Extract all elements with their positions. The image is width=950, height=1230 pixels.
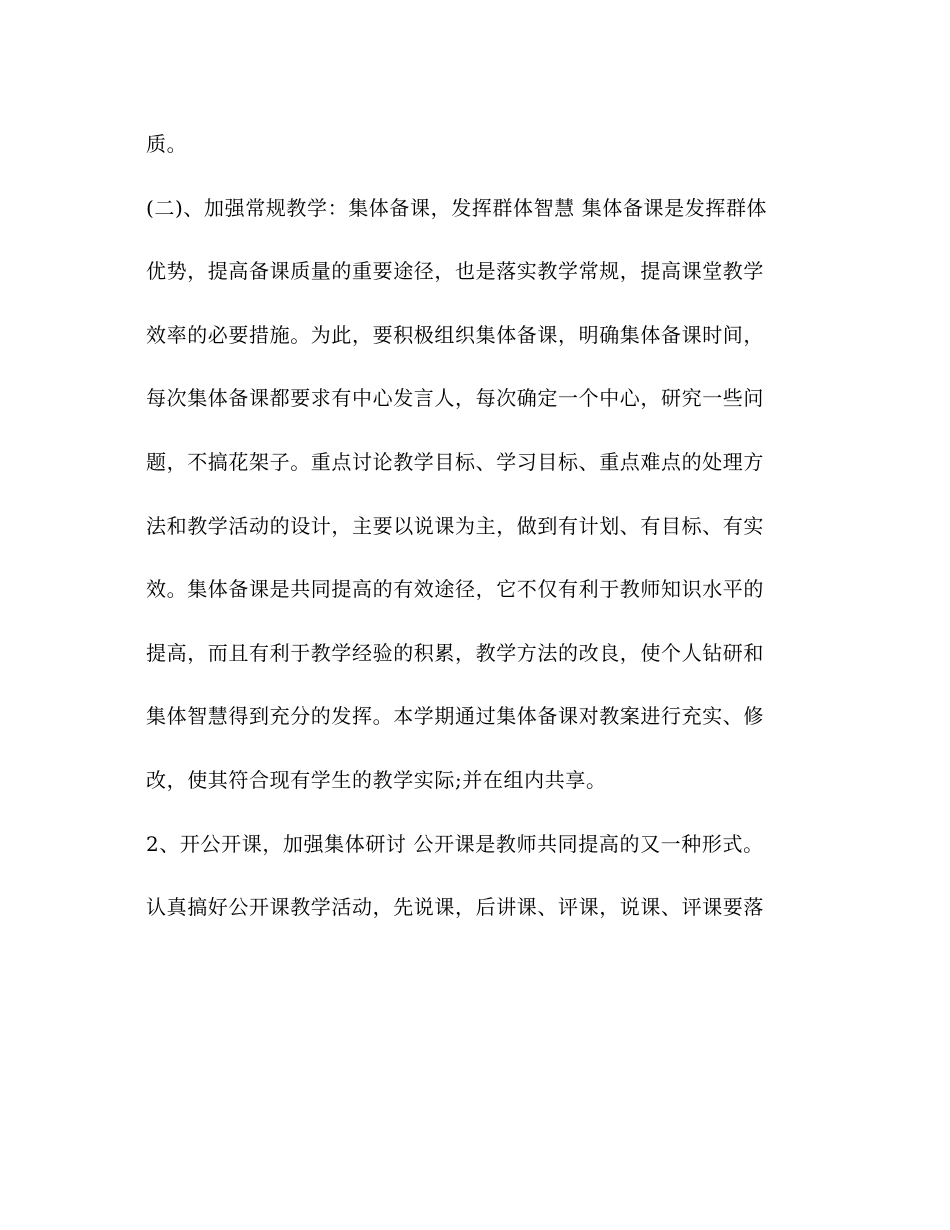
text-line: 法和教学活动的设计，主要以说课为主，做到有计划、有目标、有实 <box>146 513 764 538</box>
text-line: 认真搞好公开课教学活动，先说课，后讲课、评课，说课、评课要落 <box>146 895 764 920</box>
text-line: 题，不搞花架子。重点讨论教学目标、学习目标、重点难点的处理方 <box>146 449 764 474</box>
text-line: 效率的必要措施。为此，要积极组织集体备课，明确集体备课时间， <box>146 322 764 347</box>
document-body <box>146 134 806 961</box>
text-line: 质。 <box>146 132 188 156</box>
text-line: 优势，提高备课质量的重要途径，也是落实教学常规，提高课堂教学 <box>146 259 764 284</box>
text-line: 改，使其符合现有学生的教学实际;并在组内共享。 <box>146 767 607 792</box>
text-line: 提高，而且有利于教学经验的积累，教学方法的改良，使个人钻研和 <box>146 640 764 665</box>
text-line: 每次集体备课都要求有中心发言人，每次确定一个中心，研究一些问 <box>146 386 764 411</box>
text-line: 2、开公开课，加强集体研讨 公开课是教师共同提高的又一种形式。 <box>146 831 764 856</box>
text-line: (二)、加强常规教学：集体备课，发挥群体智慧 集体备课是发挥群体 <box>146 195 768 220</box>
text-line: 效。集体备课是共同提高的有效途径，它不仅有利于教师知识水平的 <box>146 577 764 602</box>
text-line: 集体智慧得到充分的发挥。本学期通过集体备课对教案进行充实、修 <box>146 704 764 729</box>
